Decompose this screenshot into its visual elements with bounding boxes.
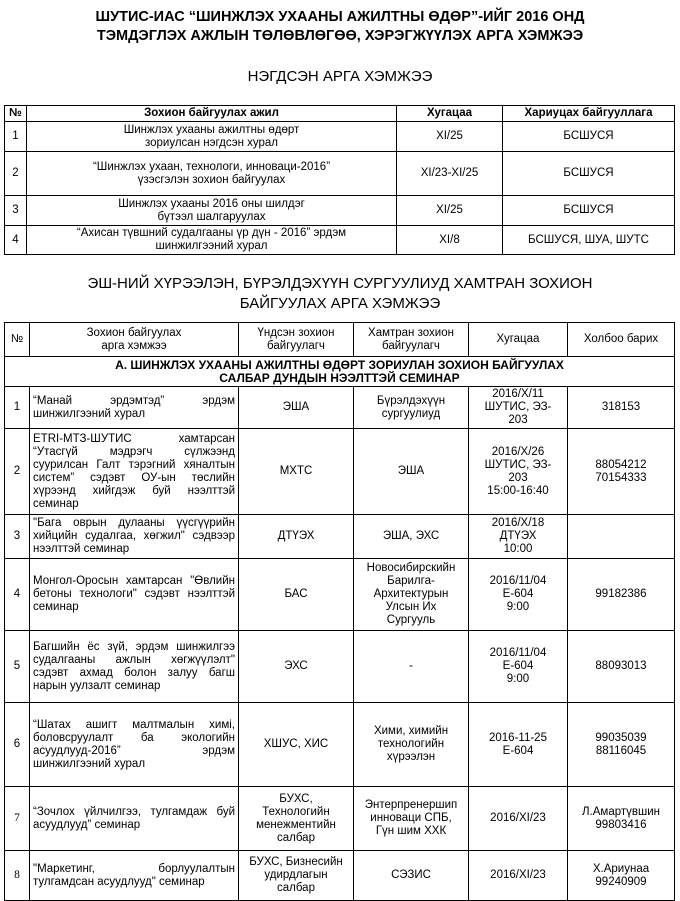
table-row: [5, 122, 675, 152]
table-row: [5, 226, 675, 255]
row-number: 2: [5, 152, 27, 196]
org-cell: БСШУСЯ: [503, 152, 675, 196]
co-org-cell: -: [354, 631, 469, 703]
contact-cell: 99035039 88116045: [568, 703, 675, 787]
row-number: 3: [5, 515, 30, 559]
table-header-row: [5, 323, 675, 357]
document-title-line-1: ШУТИС-ИАС “ШИНЖЛЭХ УХААНЫ АЖИЛТНЫ ӨДӨР”-ИЙГ 2016 ОНД: [95, 9, 585, 25]
document-title: [0, 8, 680, 46]
col-header-num: №: [5, 323, 30, 357]
document-title-line-2: ТЭМДЭГЛЭХ АЖЛЫН ТӨЛӨВЛӨГӨӨ, ХЭРЭГЖҮҮЛЭХ АРГА ХЭМЖЭЭ: [96, 28, 584, 44]
col-header-event: Зохион байгуулах арга хэмжээ: [30, 323, 239, 357]
subheading-row: [5, 357, 675, 387]
col-header-date: Хугацаа: [469, 323, 568, 357]
row-number: 5: [5, 631, 30, 703]
col-header-contact: Холбоо барих: [568, 323, 675, 357]
date-cell: 2016/11/04 Е-604 9:00: [469, 631, 568, 703]
main-org-cell: БУХС, Технологийн менежментийн салбар: [239, 787, 354, 851]
co-org-cell: Бүрэлдэхүүн сургуулиуд: [354, 387, 469, 429]
co-org-cell: ЭША, ЭХС: [354, 515, 469, 559]
contact-cell: 318153: [568, 387, 675, 429]
date-cell: 2016/X/18 ДТҮЭХ 10:00: [469, 515, 568, 559]
table-row: [5, 387, 675, 429]
subheading-cell: А. ШИНЖЛЭХ УХААНЫ АЖИЛТНЫ ӨДӨРТ ЗОРИУЛАН ЗОХИОН БАЙГУУЛАХ САЛБАР ДУНДЫН НЭЭЛТТЭЙ СЕМИНАР: [5, 357, 675, 387]
main-org-cell: ХШУС, ХИС: [239, 703, 354, 787]
contact-cell: 88093013: [568, 631, 675, 703]
table-row: [5, 559, 675, 631]
task-cell: “Шинжлэх ухаан, технологи, инноваци-2016” үзэсгэлэн зохион байгуулах: [27, 152, 397, 196]
table-row: [5, 631, 675, 703]
co-org-cell: СЭЗИС: [354, 851, 469, 901]
table-row: [5, 515, 675, 559]
section2-heading-line-2: БАЙГУУЛАХ АРГА ХЭМЖЭЭ: [239, 295, 441, 312]
task-cell: Шинжлэх ухааны 2016 оны шилдэг бүтээл шалгаруулах: [27, 196, 397, 226]
event-cell: Монгол-Оросын хамтарсан "Өвлийн бетоны технологи" сэдэвт нээлттэй семинар: [30, 559, 239, 631]
row-number: 2: [5, 429, 30, 515]
co-org-cell: Новосибирскийн Барилга- Архитектурын Улсын Их Сургууль: [354, 559, 469, 631]
table-row: [5, 429, 675, 515]
section1-heading: [0, 67, 680, 87]
task-cell: “Ахисан түвшний судалгааны үр дүн - 2016” эрдэм шинжилгээний хурал: [27, 226, 397, 255]
date-cell: 2016-11-25 Е-604: [469, 703, 568, 787]
event-cell: "Маркетинг, борлуулалтын тулгамдсан асуудлууд" семинар: [30, 851, 239, 901]
row-number: 6: [5, 703, 30, 787]
row-number: 8: [5, 851, 30, 901]
co-org-cell: Хими, химийн технологийн хүрээлэн: [354, 703, 469, 787]
org-cell: БСШУСЯ: [503, 196, 675, 226]
main-org-cell: ЭША: [239, 387, 354, 429]
date-cell: XI/23-XI/25: [397, 152, 503, 196]
row-number: 1: [5, 122, 27, 152]
table-row: [5, 196, 675, 226]
table-header-row: [5, 106, 675, 122]
contact-cell: Х.Ариунаа 99240909: [568, 851, 675, 901]
section2-heading-line-1: ЭШ-НИЙ ХҮРЭЭЛЭН, БҮРЭЛДЭХҮҮН СУРГУУЛИУД ХАМТРАН ЗОХИОН: [87, 275, 593, 292]
table-row: [5, 787, 675, 851]
col-header-task: Зохион байгуулах ажил: [27, 106, 397, 122]
section1-heading-text: НЭГДСЭН АРГА ХЭМЖЭЭ: [247, 68, 433, 85]
co-org-cell: ЭША: [354, 429, 469, 515]
main-org-cell: БУХС, Бизнесийн удирдлагын салбар: [239, 851, 354, 901]
row-number: 1: [5, 387, 30, 429]
date-cell: 2016/XI/23: [469, 787, 568, 851]
event-cell: “Манай эрдэмтэд” эрдэм шинжилгээний хурал: [30, 387, 239, 429]
date-cell: XI/8: [397, 226, 503, 255]
date-cell: 2016/XI/23: [469, 851, 568, 901]
col-header-main-org: Үндсэн зохион байгуулагч: [239, 323, 354, 357]
contact-cell: Л.Амартүвшин 99803416: [568, 787, 675, 851]
org-cell: БСШУСЯ: [503, 122, 675, 152]
main-org-cell: БАС: [239, 559, 354, 631]
event-cell: "Бага оврын дулааны үүсгүүрийн хийцийн судалгаа, хөгжил" сэдвээр нээлттэй семинар: [30, 515, 239, 559]
row-number: 7: [5, 787, 30, 851]
col-header-date: Хугацаа: [397, 106, 503, 122]
col-header-co-org: Хамтран зохион байгуулагч: [354, 323, 469, 357]
section2-heading: [0, 274, 680, 314]
col-header-org: Хариуцах байгууллага: [503, 106, 675, 122]
main-org-cell: МХТС: [239, 429, 354, 515]
main-org-cell: ЭХС: [239, 631, 354, 703]
date-cell: XI/25: [397, 196, 503, 226]
date-cell: 2016/11/04 Е-604 9:00: [469, 559, 568, 631]
contact-cell: 88054212 70154333: [568, 429, 675, 515]
event-cell: “Зочлох үйлчилгээ, тулгамдаж буй асуудлууд” семинар: [30, 787, 239, 851]
contact-cell: [568, 515, 675, 559]
joint-activities-table: [4, 105, 675, 255]
row-number: 4: [5, 559, 30, 631]
row-number: 4: [5, 226, 27, 255]
col-header-num: №: [5, 106, 27, 122]
co-org-cell: Энтерпренершип инноваци СПБ, Гүн шим ХХК: [354, 787, 469, 851]
task-cell: Шинжлэх ухааны ажилтны өдөрт зориулсан нэгдсэн хурал: [27, 122, 397, 152]
date-cell: XI/25: [397, 122, 503, 152]
main-org-cell: ДТҮЭХ: [239, 515, 354, 559]
date-cell: 2016/X/11 ШУТИС, ЭЗ- 203: [469, 387, 568, 429]
date-cell: 2016/X/26 ШУТИС, ЭЗ- 203 15:00-16:40: [469, 429, 568, 515]
row-number: 3: [5, 196, 27, 226]
event-cell: Багшийн ёс зүй, эрдэм шинжилгээ судалгааны ажлын хөгжүүлэлт" сэдэвт ахмад болон залуу багш нарын уулзалт семинар: [30, 631, 239, 703]
contact-cell: 99182386: [568, 559, 675, 631]
table-row: [5, 851, 675, 901]
event-cell: “Шатах ашигт малтмалын химі, боловсруулалт ба экологийн асуудлууд-2016” эрдэм шинжилгээний хурал: [30, 703, 239, 787]
org-cell: БСШУСЯ, ШУА, ШУТС: [503, 226, 675, 255]
event-cell: ETRI-МТЗ-ШУТИС хамтарсан “Утасгүй мэдрэгч сүлжээнд суурилсан Галт тэрэгний хяналтын систем” сэдэвт ОУ-ын төслийн хүрээнд хийгдэж буй нээлттэй семинар: [30, 429, 239, 515]
table-row: [5, 152, 675, 196]
institute-events-table: [4, 322, 675, 901]
table-row: [5, 703, 675, 787]
